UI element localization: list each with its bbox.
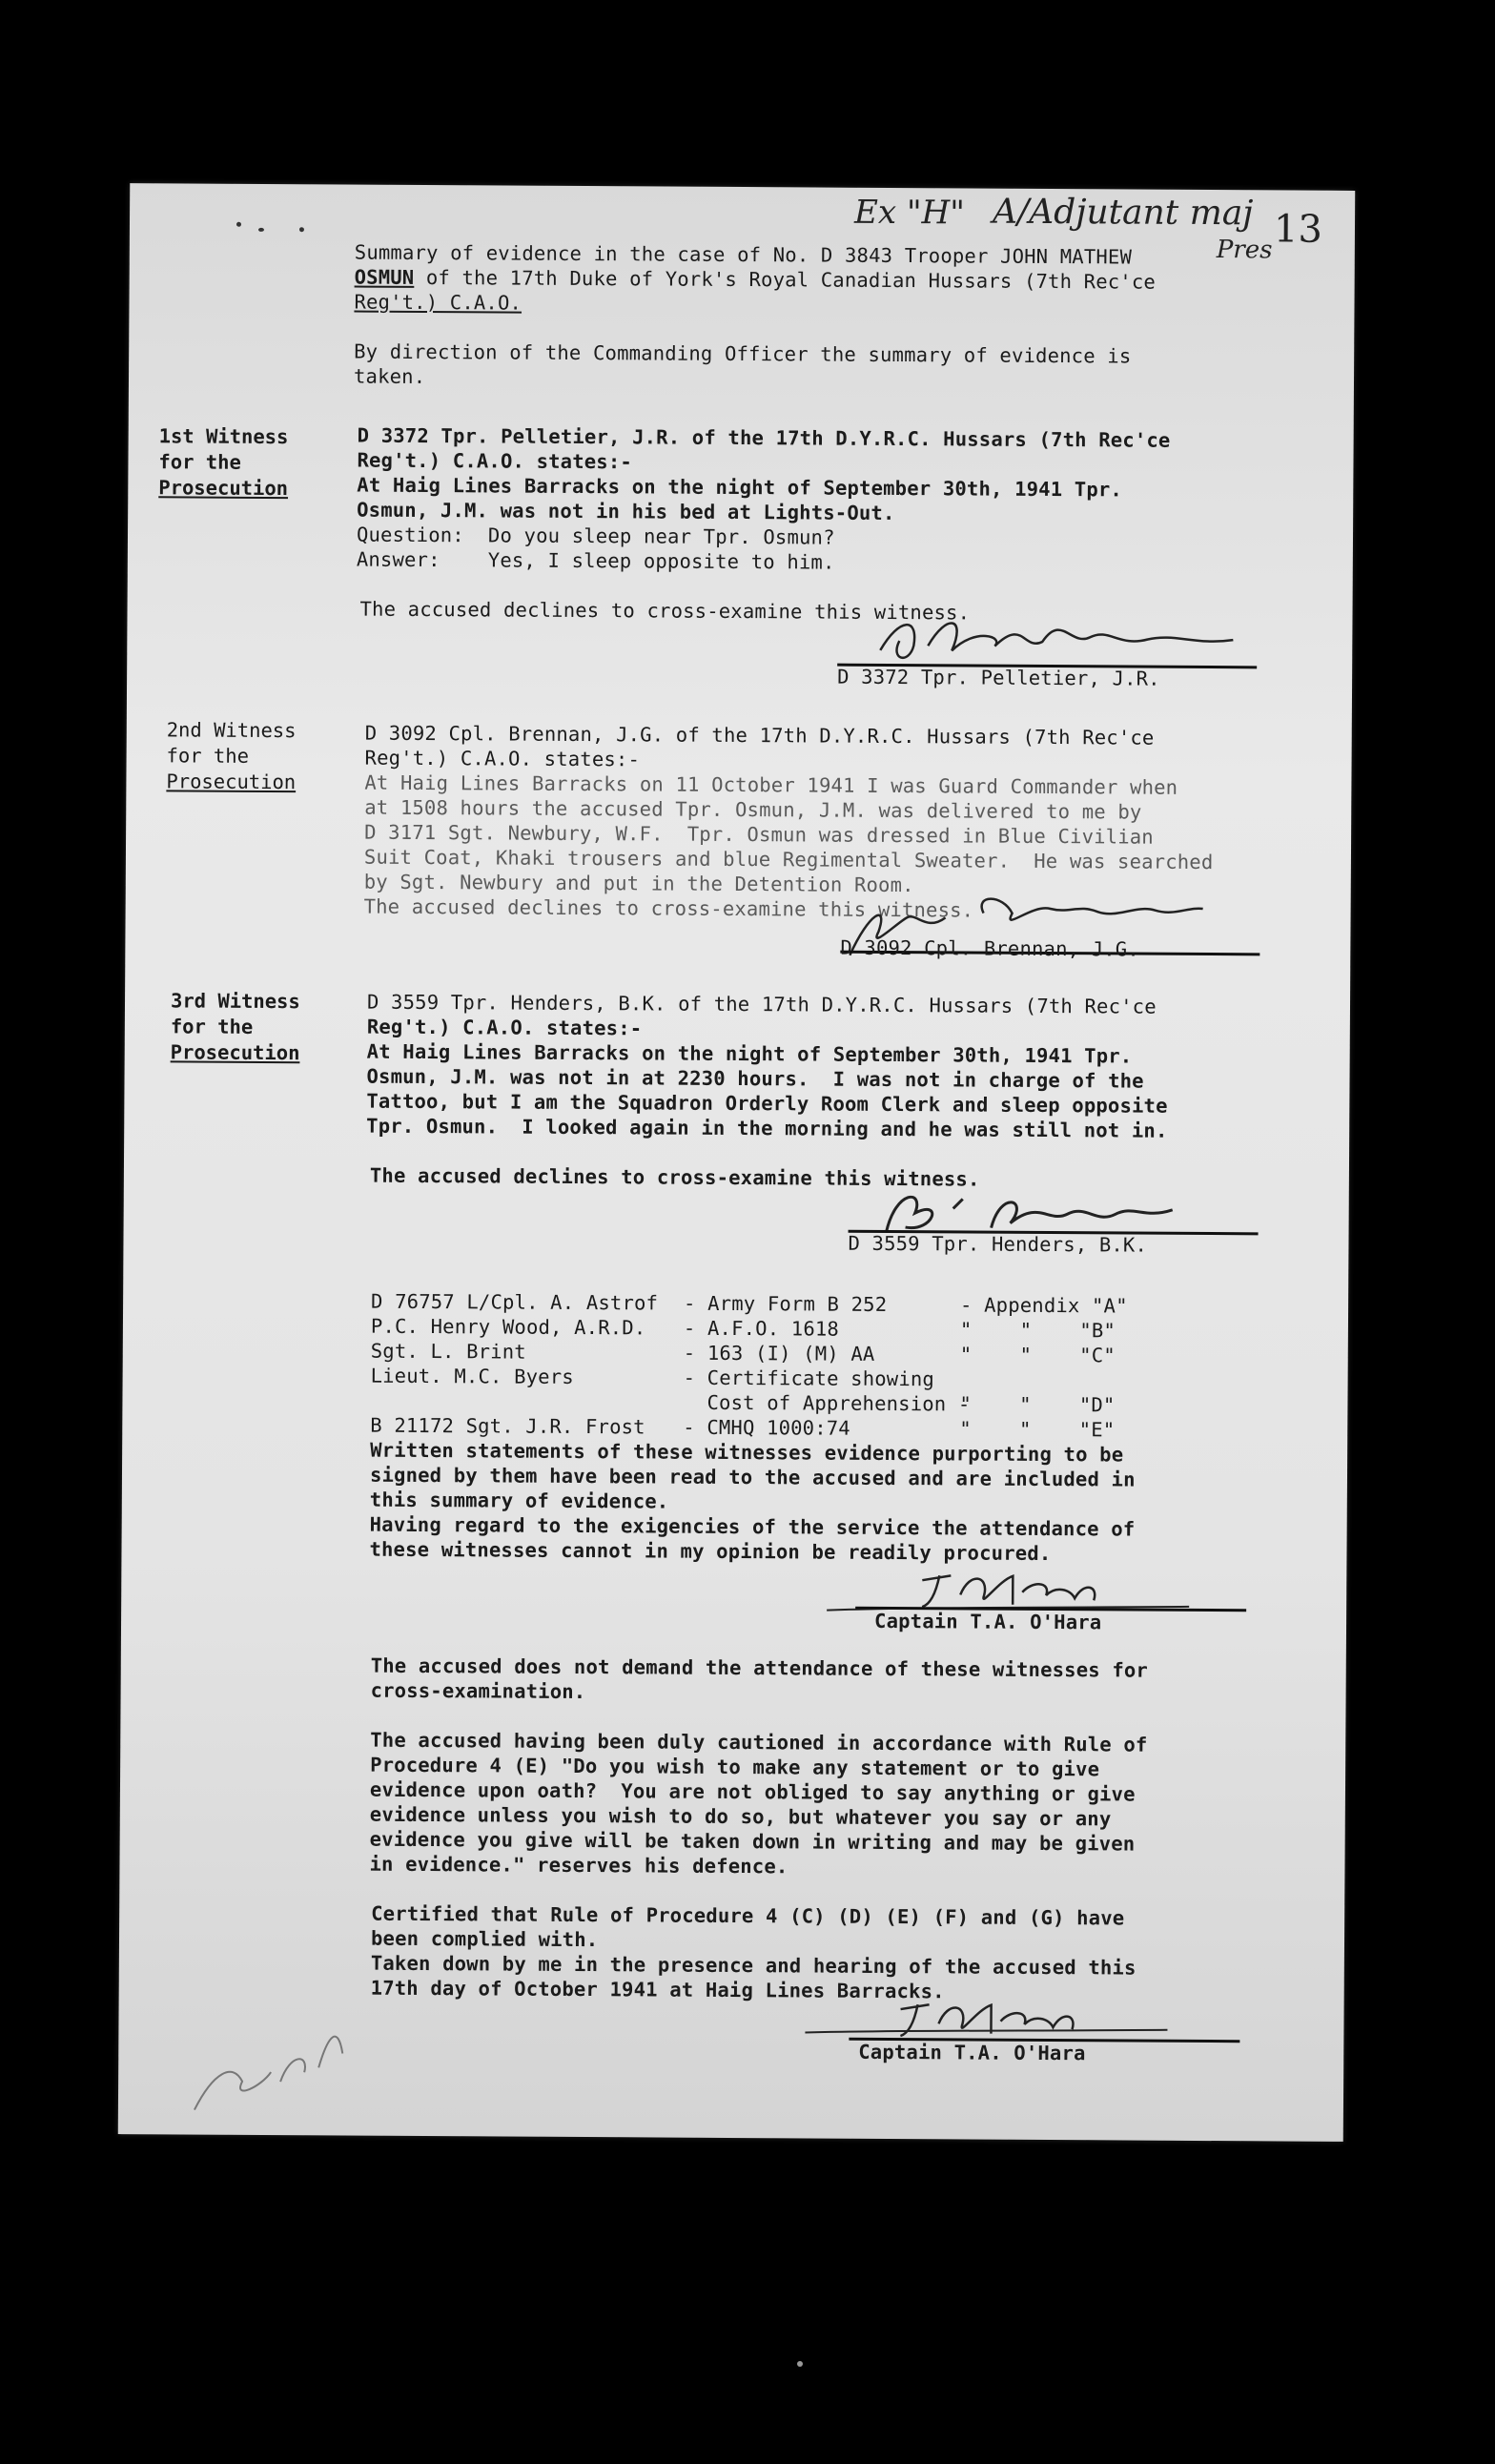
- caution-3: evidence upon oath? You are not obliged to say anything or give: [369, 1777, 1136, 1806]
- direction-line-2: taken.: [353, 364, 426, 388]
- ink-speck: [258, 228, 264, 232]
- statements-para-4: Having regard to the exigencies of the service the attendance of: [369, 1512, 1136, 1541]
- caution-6: in evidence." reserves his defence.: [369, 1852, 788, 1879]
- witness1-signature-name: D 3372 Tpr. Pelletier, J.R.: [837, 665, 1160, 690]
- witness2-line-3: At Haig Lines Barracks on 11 October 1941 I was Guard Commander when: [364, 770, 1178, 799]
- ink-speck: [236, 222, 241, 227]
- witness3-line-4: Osmun, J.M. was not in at 2230 hours. I was not in charge of the: [366, 1064, 1144, 1093]
- witness2-line-2: Reg't.) C.A.O. states:-: [364, 746, 641, 771]
- no-demand-2: cross-examination.: [370, 1678, 586, 1704]
- witness2-label-3: Prosecution: [166, 770, 297, 794]
- statement-row-1-doc: - Army Form B 252: [684, 1291, 888, 1316]
- exhibit-annotation: Ex "H": [853, 193, 965, 233]
- caution-5: evidence you give will be taken down in writing and may be given: [369, 1827, 1136, 1856]
- witness1-declines: The accused declines to cross-examine this witness.: [359, 597, 971, 625]
- scan-speck: [797, 2361, 803, 2367]
- statement-row-5-ref: " " "D": [959, 1392, 1116, 1417]
- statement-row-3-name: Sgt. L. Brint: [370, 1339, 526, 1364]
- statement-row-1-name: D 76757 L/Cpl. A. Astrof: [371, 1289, 659, 1315]
- witness3-line-6: Tpr. Osmun. I looked again in the morning and he was still not in.: [366, 1114, 1168, 1142]
- direction-line-1: By direction of the Commanding Officer the summary of evidence is: [354, 339, 1132, 368]
- witness1-line-4: Osmun, J.M. was not in his bed at Lights-Out.: [357, 498, 895, 525]
- witness1-line-3: At Haig Lines Barracks on the night of September 30th, 1941 Tpr.: [357, 473, 1123, 502]
- witness1-line-6: Answer: Yes, I sleep opposite to him.: [356, 547, 835, 574]
- page-number: 13: [1273, 207, 1323, 252]
- pencil-mark: [175, 1995, 386, 2129]
- ink-speck: [299, 227, 304, 232]
- witness2-label-2: for the: [166, 744, 250, 768]
- caution-4: evidence unless you wish to do so, but whatever you say or any: [369, 1802, 1112, 1831]
- witness3-line-1: D 3559 Tpr. Henders, B.K. of the 17th D.Y.R.C. Hussars (7th Rec'ce: [366, 990, 1157, 1018]
- certified-4: 17th day of October 1941 at Haig Lines Barracks.: [370, 1976, 945, 2003]
- accused-surname: OSMUN: [354, 265, 415, 289]
- witness3-signature-name: D 3559 Tpr. Henders, B.K.: [848, 1231, 1148, 1257]
- witness3-line-5: Tattoo, but I am the Squadron Orderly Room Clerk and sleep opposite: [366, 1089, 1168, 1118]
- statement-row-4-name: Lieut. M.C. Byers: [370, 1364, 574, 1388]
- witness3-declines: The accused declines to cross-examine this witness.: [369, 1163, 980, 1191]
- statement-row-2-name: P.C. Henry Wood, A.R.D.: [370, 1314, 646, 1340]
- witness2-declines: The accused declines to cross-examine this witness.: [363, 894, 974, 922]
- closing-signature-name: Captain T.A. O'Hara: [858, 2040, 1086, 2065]
- certified-1: Certified that Rule of Procedure 4 (C) (D) (E) (F) and (G) have: [371, 1901, 1125, 1930]
- witness2-label-1: 2nd Witness: [166, 718, 297, 743]
- statement-row-4-doc: - Certificate showing: [683, 1365, 935, 1391]
- witness3-line-2: Reg't.) C.A.O. states:-: [366, 1015, 643, 1040]
- witness2-line-5: D 3171 Sgt. Newbury, W.F. Tpr. Osmun was dressed in Blue Civilian: [364, 820, 1154, 849]
- caution-1: The accused having been duly cautioned in accordance with Rule of: [370, 1728, 1148, 1756]
- intro-line-1: Summary of evidence in the case of No. D 3843 Trooper JOHN MATHEW: [354, 240, 1133, 269]
- statement-row-3-ref: " " "C": [959, 1343, 1116, 1367]
- witness1-line-2: Reg't.) C.A.O. states:-: [357, 448, 633, 474]
- witness3-label-3: Prosecution: [170, 1040, 300, 1065]
- statement-row-1-ref: - Appendix "A": [960, 1293, 1128, 1318]
- no-demand-1: The accused does not demand the attendance of these witnesses for: [370, 1653, 1149, 1682]
- witness1-label-2: for the: [158, 450, 241, 474]
- statement-row-5-doc: Cost of Apprehension -: [683, 1390, 971, 1416]
- caution-2: Procedure 4 (E) "Do you wish to make any statement or to give: [370, 1753, 1100, 1781]
- statements-signature-name: Captain T.A. O'Hara: [873, 1609, 1102, 1634]
- statement-row-3-doc: - 163 (I) (M) AA: [683, 1341, 875, 1365]
- intro-line-2-rest: of the 17th Duke of York's Royal Canadian Hussars (7th Rec'ce: [414, 265, 1157, 294]
- witness3-line-3: At Haig Lines Barracks on the night of September 30th, 1941 Tpr.: [366, 1039, 1133, 1068]
- statement-row-6-doc: - CMHQ 1000:74: [683, 1415, 850, 1440]
- statement-row-6-name: B 21172 Sgt. J.R. Frost: [370, 1413, 645, 1439]
- witness2-line-4: at 1508 hours the accused Tpr. Osmun, J.M. was delivered to me by: [364, 795, 1142, 824]
- certified-3: Taken down by me in the presence and hearing of the accused this: [370, 1951, 1137, 1980]
- statement-row-2-doc: - A.F.O. 1618: [683, 1316, 840, 1341]
- statements-para-2: signed by them have been read to the accused and are included in: [369, 1463, 1136, 1491]
- witness1-line-1: D 3372 Tpr. Pelletier, J.R. of the 17th D.Y.R.C. Hussars (7th Rec'ce: [357, 423, 1171, 452]
- certified-2: been complied with.: [370, 1926, 599, 1952]
- witness1-label-1: 1st Witness: [158, 424, 289, 449]
- statement-row-2-ref: " " "B": [959, 1318, 1116, 1343]
- statements-para-5: these witnesses cannot in my opinion be readily procured.: [369, 1537, 1052, 1566]
- handwritten-annotation: A/Adjutant maj: [992, 192, 1254, 234]
- witness2-line-6: Suit Coat, Khaki trousers and blue Regimental Sweater. He was searched: [363, 845, 1214, 874]
- witness1-label-3: Prosecution: [158, 476, 289, 501]
- statements-para-1: Written statements of these witnesses evidence purporting to be: [370, 1438, 1124, 1467]
- pres-annotation: Pres: [1216, 236, 1273, 265]
- witness2-signature-name: D 3092 Cpl. Brennan, J.G.: [840, 935, 1140, 961]
- witness3-label-2: for the: [170, 1015, 254, 1038]
- document-page: [118, 183, 1355, 2142]
- witness2-line-7: by Sgt. Newbury and put in the Detention Room.: [363, 870, 914, 897]
- statements-para-3: this summary of evidence.: [369, 1488, 669, 1513]
- statement-row-6-ref: " " "E": [959, 1417, 1116, 1442]
- witness3-label-1: 3rd Witness: [170, 989, 300, 1014]
- witness2-line-1: D 3092 Cpl. Brennan, J.G. of the 17th D.Y.R.C. Hussars (7th Rec'ce: [364, 721, 1155, 749]
- witness1-line-5: Question: Do you sleep near Tpr. Osmun?: [356, 523, 835, 549]
- intro-line-3: Reg't.) C.A.O.: [354, 290, 522, 315]
